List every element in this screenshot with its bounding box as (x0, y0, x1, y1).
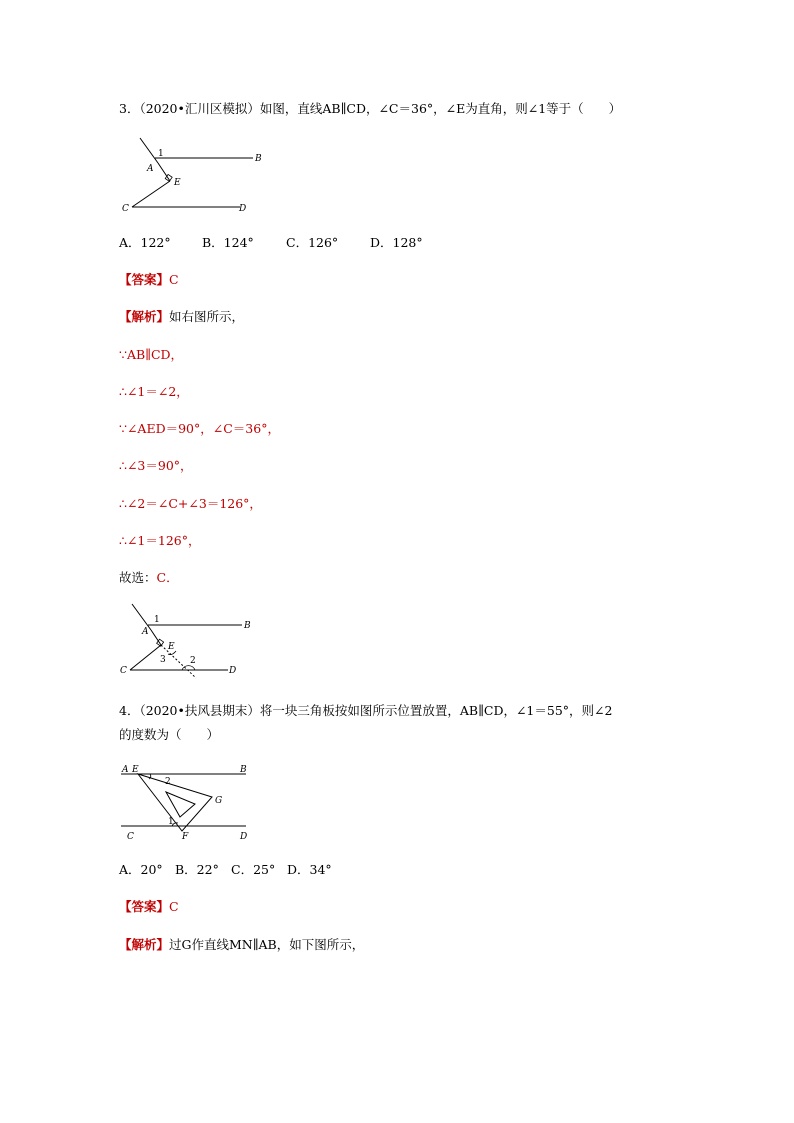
q4-option-a: A．20° (119, 862, 163, 877)
q3-step-2: ∴∠1＝∠2， (119, 384, 189, 399)
q4-fig-label-F: F (182, 832, 189, 842)
q3-sol-label-D: D (229, 666, 237, 676)
q3-analysis-tag: 【解析】 (119, 309, 170, 324)
q4-analysis-text: 过G作直线MN∥AB，如下图所示， (169, 937, 365, 952)
q4-answer-value: C (169, 899, 179, 914)
q3-step-5: ∴∠2＝∠C+∠3＝126°， (119, 496, 262, 511)
q3-option-c: C．126° (286, 235, 339, 250)
q3-sol-label-3: 3 (160, 655, 166, 665)
q3-sol-label-C: C (120, 666, 127, 676)
q4-fig-label-B: B (240, 765, 247, 775)
q4-option-d: D．34° (287, 862, 332, 877)
q4-answer (119, 899, 179, 915)
q3-answer (119, 272, 179, 288)
q3-conclusion-prefix: 故选： (119, 570, 157, 585)
q3-fig-label-A: A (147, 164, 154, 174)
q3-fig-label-E: E (174, 178, 181, 188)
q4-analysis (119, 937, 364, 953)
q3-options (119, 235, 423, 251)
q4-fig-label-D: D (240, 832, 248, 842)
q3-sol-label-A: A (142, 627, 149, 637)
q4-fig-label-C: C (127, 832, 134, 842)
q3-figure (118, 133, 278, 218)
q4-stem-line1: 4．（2020•扶风县期末）将一块三角板按如图所示位置放置，AB∥CD，∠1＝55°，则∠2 (119, 703, 613, 718)
q3-step-4: ∴∠3＝90°， (119, 458, 193, 473)
q4-figure (118, 760, 268, 845)
q4-fig-label-2: 2 (165, 777, 171, 787)
q3-answer-tag: 【答案】 (119, 272, 170, 287)
q3-fig-label-C: C (122, 204, 129, 214)
q4-options (119, 862, 332, 878)
q3-option-a: A．122° (119, 235, 171, 250)
q3-fig-label-1: 1 (158, 149, 164, 159)
q4-fig-label-G: G (215, 796, 223, 806)
q3-conclusion (119, 570, 179, 586)
q4-stem-line2: 的度数为（ ） (119, 727, 220, 742)
q4-analysis-tag: 【解析】 (119, 937, 170, 952)
q3-sol-label-2: 2 (190, 656, 196, 666)
q3-sol-label-E: E (168, 642, 175, 652)
q4-fig-label-1: 1 (168, 817, 174, 827)
q3-step-6: ∴∠1＝126°， (119, 533, 201, 548)
q4-option-c: C．25° (231, 862, 276, 877)
q3-option-d: D．128° (370, 235, 423, 250)
q4-option-b: B．22° (175, 862, 219, 877)
q3-fig-label-D: D (239, 204, 247, 214)
q4-answer-tag: 【答案】 (119, 899, 170, 914)
q3-stem: 3．（2020•汇川区模拟）如图，直线AB∥CD，∠C＝36°，∠E为直角，则∠1等于（ ） (119, 101, 622, 116)
q3-analysis (119, 309, 244, 325)
q3-conclusion-value: C． (156, 570, 179, 585)
q3-sol-label-B: B (244, 621, 251, 631)
q3-option-b: B．124° (202, 235, 254, 250)
q3-sol-label-1: 1 (154, 615, 160, 625)
q4-fig-label-E: E (132, 765, 139, 775)
q3-fig-label-B: B (255, 154, 262, 164)
q3-analysis-intro: 如右图所示， (169, 309, 245, 324)
q3-solution-figure (118, 600, 278, 685)
q3-answer-value: C (169, 272, 179, 287)
q3-step-3: ∵∠AED＝90°，∠C＝36°， (119, 421, 280, 436)
q3-step-1: ∵AB∥CD， (119, 347, 184, 362)
q4-fig-label-A: A (122, 765, 129, 775)
